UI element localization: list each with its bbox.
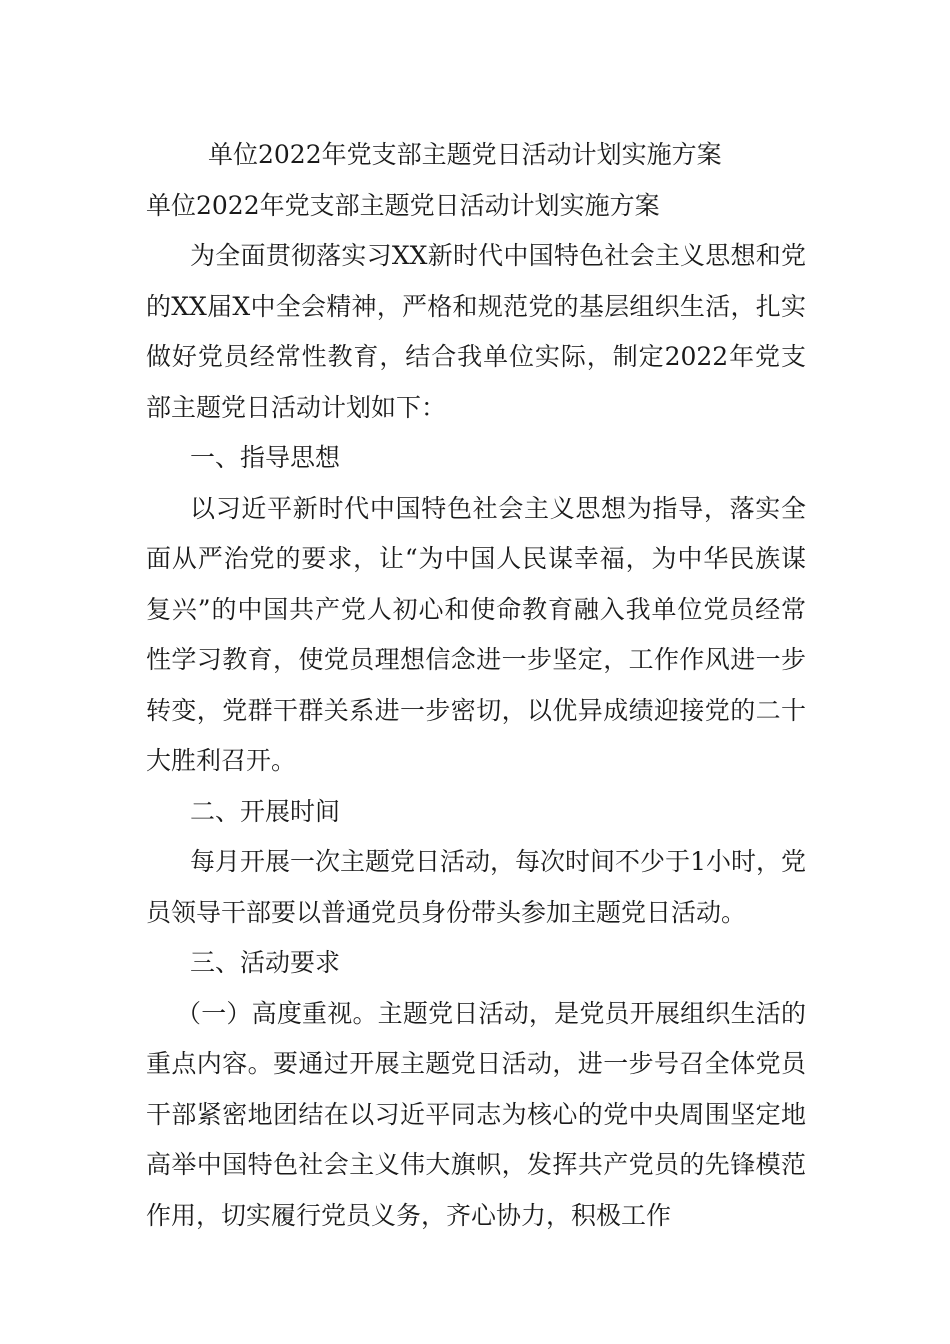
document-body xyxy=(146,130,806,1241)
requirement-item-1: （一）高度重视。主题党日活动，是党员开展组织生活的重点内容。要通过开展主题党日活动，进一步号召全体党员干部紧密地团结在以习近平同志为核心的党中央周围坚定地高举中国特色社会主义伟大旗帜，发挥共产党员的先锋模范作用，切实履行党员义务，齐心协力，积极工作 xyxy=(146,998,806,1230)
document-title: 单位2022年党支部主题党日活动计划实施方案 xyxy=(208,140,722,169)
section-heading-schedule: 二、开展时间 xyxy=(190,796,341,826)
section-heading-guiding-thought: 一、指导思想 xyxy=(190,443,341,472)
intro-paragraph: 为全面贯彻落实习XX新时代中国特色社会主义思想和党的XX届X中全会精神，严格和规范党的基层组织生活，扎实做好党员经常性教育，结合我单位实际，制定2022年党支部主题党日活动计划如下： xyxy=(146,241,806,422)
document-subtitle: 单位2022年党支部主题党日活动计划实施方案 xyxy=(146,190,660,220)
guiding-thought-paragraph: 以习近平新时代中国特色社会主义思想为指导，落实全面从严治党的要求，让“为中国人民谋幸福，为中华民族谋复兴”的中国共产党人初心和使命教育融入我单位党员经常性学习教育，使党员理想信念进一步坚定，工作作风进一步转变，党群干群关系进一步密切，以优异成绩迎接党的二十大胜利召开。 xyxy=(146,493,806,775)
schedule-paragraph: 每月开展一次主题党日活动，每次时间不少于1小时，党员领导干部要以普通党员身份带头参加主题党日活动。 xyxy=(146,847,806,927)
section-heading-requirements: 三、活动要求 xyxy=(190,948,341,977)
